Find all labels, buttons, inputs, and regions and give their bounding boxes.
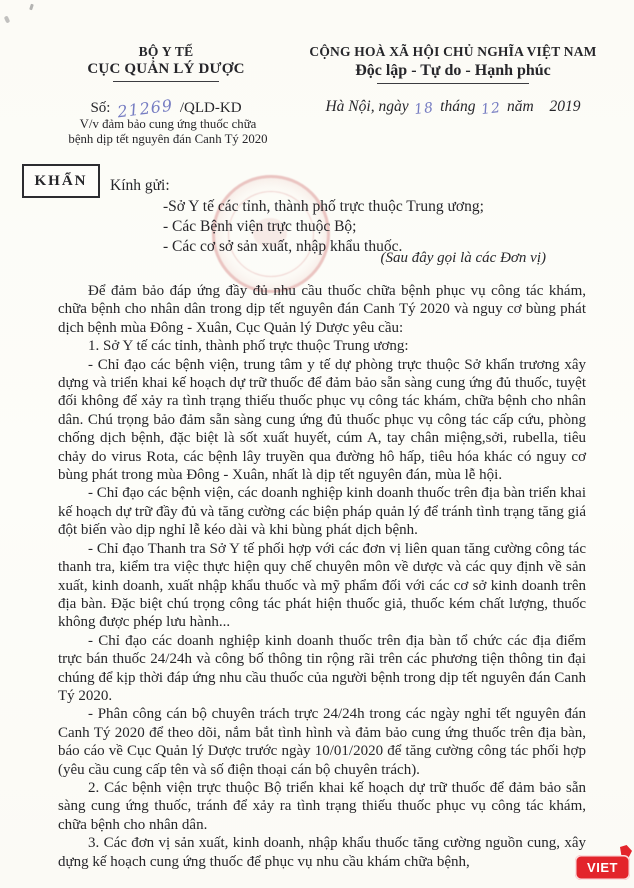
body-paragraph: - Phân công cán bộ chuyên trách trực 24/24h trong các ngày nghỉ tết nguyên đán Canh Tý 2020 để theo dõi, nắm bắt tình hình và đảm bảo cung ứng thuốc trên địa bàn, báo cáo về Cục Quản lý Dược trước ngày 10/01/2020 để tăng cường công tác phối hợp (yêu cầu cung cấp tên và số điện thoại cán bộ chuyên trách). (58, 706, 586, 778)
recipient-item: -Sở Y tế các tỉnh, thành phố trực thuộc Trung ương; (163, 198, 484, 215)
place-date-line (288, 98, 618, 119)
body-paragraph: 1. Sở Y tế các tỉnh, thành phố trực thuộc Trung ương: (88, 338, 409, 355)
handwritten-document-number: 21269 (116, 95, 175, 122)
recipient-item: - Các Bệnh viện trực thuộc Bộ; (163, 218, 357, 235)
recipients-note: (Sau đây gọi là các Đơn vị) (380, 250, 546, 266)
recipients-list (163, 197, 484, 257)
national-motto: Độc lập - Tự do - Hạnh phúc (355, 62, 551, 79)
national-title: CỘNG HOÀ XÃ HỘI CHỦ NGHĨA VIỆT NAM (309, 44, 597, 59)
body-paragraph: 3. Các đơn vị sản xuất, kinh doanh, nhập khẩu thuốc tăng cường nguồn cung, xây dựng kế hoạch cung ứng thuốc để phục vụ nhu cầu khám chữa bệnh, (58, 835, 586, 870)
body-paragraph: Để đảm bảo đáp ứng đầy đủ nhu cầu thuốc chữa bệnh phục vụ công tác khám, chữa bệnh cho nhân dân trong dịp tết nguyên đán Canh Tý 2020 và nguy cơ bùng phát dịch bệnh mùa Đông - Xuân, Cục Quản lý Dược yêu cầu: (58, 283, 586, 336)
body-paragraph: - Chỉ đạo các bệnh viện, trung tâm y tế dự phòng trực thuộc Sở khẩn trương xây dựng và triển khai kế hoạch dự trữ thuốc để đảm bảo sẵn sàng cung ứng đủ thuốc, tuyệt đối không để xảy ra tình trạng thiếu thuốc phục vụ công tác khám, chữa bệnh cho nhân dân. Chú trọng bảo đảm sẵn sàng cung ứng đủ thuốc phục vụ công tác cấp cứu, phòng chống dịch bệnh, đặc biệt là sốt xuất huyết, cúm A, tay chân miệng,sởi, rubella, tiêu chảy do virus Rota, các bệnh lây truyền qua đường hô hấp, tiêu hóa khác có nguy cơ bùng phát trong mùa Đông - Xuân, nhất là dịp tết nguyên đán, mùa lễ hội. (58, 356, 586, 484)
year-value: 2019 (549, 98, 581, 115)
scan-speck-icon (4, 15, 11, 23)
document-number-suffix: /QLD-KD (179, 100, 242, 116)
month-label: tháng (440, 98, 476, 115)
national-heading-block (288, 44, 618, 84)
urgency-label: KHẨN (34, 172, 88, 189)
body-paragraph: - Chỉ đạo các doanh nghiệp kinh doanh thuốc trên địa bàn tổ chức các địa điểm trực bán thuốc 24/24h và công bố thông tin rộng rãi trên các phương tiện thông tin đại chúng để kịp thời đáp ứng nhu cầu thuốc của người bệnh trong dịp tết nguyên đán Canh Tý 2020. (58, 632, 586, 704)
scan-speck-icon (29, 4, 34, 11)
org-underline (113, 81, 219, 82)
place-date-prefix: Hà Nội, ngày (325, 98, 409, 115)
issuing-agency-name: CỤC QUẢN LÝ DƯỢC (87, 61, 245, 77)
viet-logo-label: VIET (587, 860, 618, 875)
issuing-org-block (40, 44, 292, 82)
year-label: năm (507, 98, 534, 115)
recipient-item: - Các cơ sở sản xuất, nhập khẩu thuốc. (163, 238, 403, 255)
body-paragraph: 2. Các bệnh viện trực thuộc Bộ triển khai kế hoạch dự trữ thuốc để đảm bảo sẵn sàng cung ứng thuốc, tránh để xảy ra tình trạng thiếu thuốc phục vụ công tác khám, chữa bệnh cho nhân dân. (58, 779, 586, 833)
body-paragraph: - Chỉ đạo các bệnh viện, các doanh nghiệp kinh doanh thuốc trên địa bàn triển khai kế hoạch dự trữ đầy đủ và tăng cường các biện pháp quản lý để tránh tình trạng tăng giá đột biến vào dịp nghỉ lễ kéo dài và khi bùng phát dịch bệnh. (58, 485, 586, 539)
body-paragraph: - Chỉ đạo Thanh tra Sở Y tế phối hợp với các đơn vị liên quan tăng cường công tác thanh tra, kiểm tra việc thực hiện quy chế chuyên môn về dược và các quy định về sản xuất, kinh doanh, xuất nhập khẩu thuốc và mỹ phẩm đối với các cơ sở kinh doanh trên địa bàn. Đặc biệt chú trọng công tác phát hiện thuốc giả, thuốc kém chất lượng, thuốc không được phép lưu hành... (58, 540, 586, 631)
document-number-label: Số: (90, 100, 111, 116)
motto-underline (377, 83, 529, 84)
viet-logo (575, 855, 630, 880)
parent-ministry-name: BỘ Y TẾ (138, 44, 194, 59)
document-number-line (40, 95, 292, 122)
letter-body (58, 282, 586, 871)
handwritten-day: 18 (413, 99, 436, 119)
urgency-stamp-box (22, 164, 100, 198)
handwritten-month: 12 (480, 99, 503, 119)
recipients-label: Kính gửi: (110, 177, 170, 194)
document-subject: V/v đảm bảo cung ứng thuốc chữa bệnh dịp tết nguyên đán Canh Tý 2020 (68, 117, 268, 146)
